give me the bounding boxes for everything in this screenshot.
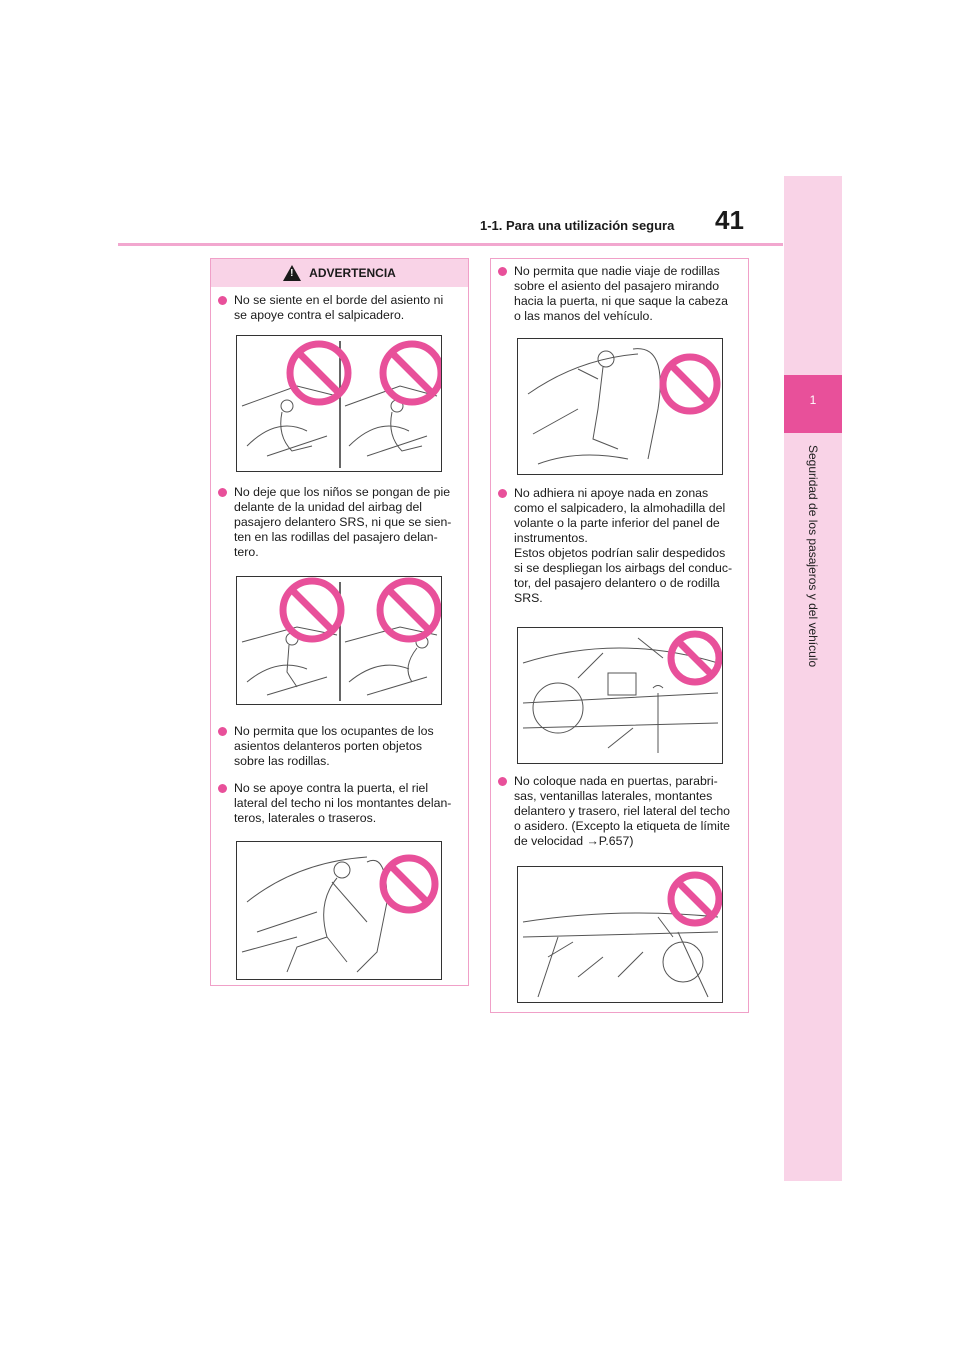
item-text: No permita que nadie viaje de rodillas sobre el asiento del pasajero mirando hacia la puerta, ni que saque la cabeza o las manos del vehículo. bbox=[514, 264, 728, 323]
bullet-icon bbox=[498, 489, 507, 498]
chapter-number: 1 bbox=[809, 393, 817, 407]
illustration-dashboard-objects bbox=[517, 627, 723, 764]
list-item bbox=[498, 486, 743, 606]
list-item bbox=[218, 781, 463, 826]
list-item bbox=[218, 293, 463, 323]
item-text: No coloque nada en puertas, parabri- sas, ventanillas laterales, montantes delantero y trasero, riel lateral del techo o asidero. (Excepto la etiqueta de límite de velocidad →P.657) bbox=[514, 774, 731, 848]
list-item bbox=[218, 485, 463, 560]
prohibited-icon bbox=[383, 344, 441, 402]
illustration-kneeling-seat bbox=[517, 338, 723, 475]
chapter-side-tab bbox=[784, 176, 842, 1181]
illustration-children-standing bbox=[236, 576, 442, 705]
prohibited-icon bbox=[671, 875, 719, 923]
warning-title: ADVERTENCIA bbox=[309, 266, 396, 280]
bullet-icon bbox=[498, 777, 507, 786]
warning-header bbox=[211, 259, 468, 287]
page-number: 41 bbox=[715, 205, 744, 235]
item-text: No adhiera ni apoye nada en zonas como el salpicadero, la almohadilla del volante o la parte inferior del panel de instrumentos. Estos objetos podrían salir despedidos si se despliegan los airbags del conduc- tor, del pasajero delantero o de rodilla SRS. bbox=[514, 486, 733, 605]
list-item bbox=[218, 724, 463, 769]
section-title: 1-1. Para una utilización segura bbox=[480, 218, 675, 233]
prohibited-icon bbox=[663, 357, 717, 411]
bullet-icon bbox=[218, 296, 227, 305]
chapter-title: Seguridad de los pasajeros y del vehículo bbox=[806, 445, 820, 668]
bullet-icon bbox=[218, 784, 227, 793]
bullet-icon bbox=[498, 267, 507, 276]
list-item bbox=[498, 264, 743, 324]
bullet-icon bbox=[218, 727, 227, 736]
prohibited-icon bbox=[380, 581, 438, 639]
illustration-door-windshield bbox=[517, 866, 723, 1003]
item-text: No se siente en el borde del asiento ni se apoye contra el salpicadero. bbox=[234, 293, 444, 322]
item-text: No deje que los niños se pongan de pie delante de la unidad del airbag del pasajero delantero SRS, ni que se sien- ten en las rodillas del pasajero delan- tero. bbox=[234, 485, 452, 559]
warning-triangle-icon: ! bbox=[283, 265, 301, 281]
bullet-icon bbox=[218, 488, 227, 497]
prohibited-icon bbox=[671, 634, 719, 682]
illustration-leaning-door bbox=[236, 841, 442, 980]
item-text: No permita que los ocupantes de los asientos delanteros porten objetos sobre las rodillas. bbox=[234, 724, 434, 768]
prohibited-icon bbox=[383, 858, 435, 910]
illustration-sitting-edge bbox=[236, 335, 442, 472]
item-text: No se apoye contra la puerta, el riel lateral del techo ni los montantes delan- teros, laterales o traseros. bbox=[234, 781, 452, 825]
list-item bbox=[498, 774, 743, 849]
header-rule bbox=[118, 243, 783, 246]
